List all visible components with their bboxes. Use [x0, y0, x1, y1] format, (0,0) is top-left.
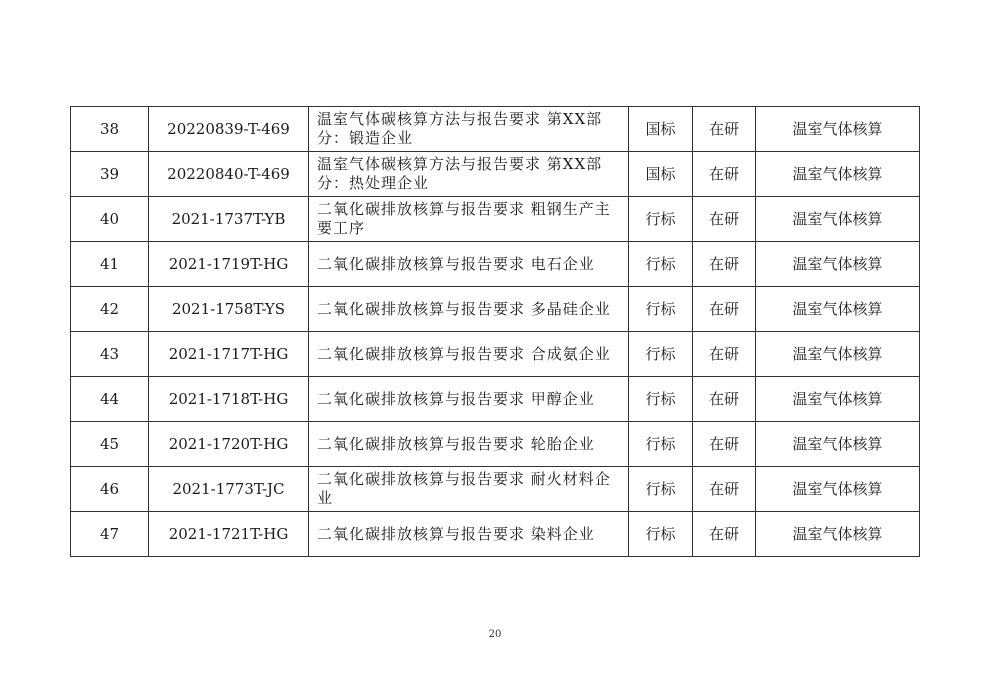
status-cell: 在研: [693, 377, 756, 422]
plan-code-cell: 2021-1718T-HG: [149, 377, 309, 422]
row-number-cell: 46: [71, 467, 149, 512]
plan-code-cell: 20220840-T-469: [149, 152, 309, 197]
row-number-cell: 43: [71, 332, 149, 377]
standard-type-cell: 行标: [629, 332, 693, 377]
row-number-cell: 40: [71, 197, 149, 242]
standard-type-cell: 行标: [629, 422, 693, 467]
row-number-cell: 38: [71, 107, 149, 152]
standard-type-cell: 行标: [629, 467, 693, 512]
standards-table-body: [71, 107, 920, 557]
plan-code-cell: 2021-1737T-YB: [149, 197, 309, 242]
table-row: [71, 152, 920, 197]
plan-code-cell: 2021-1719T-HG: [149, 242, 309, 287]
standard-name-cell: 温室气体碳核算方法与报告要求 第XX部分：热处理企业: [309, 152, 629, 197]
standard-name-cell: 二氧化碳排放核算与报告要求 电石企业: [309, 242, 629, 287]
standards-table: [70, 106, 920, 557]
status-cell: 在研: [693, 107, 756, 152]
standard-type-cell: 国标: [629, 107, 693, 152]
category-cell: 温室气体核算: [756, 332, 920, 377]
standard-type-cell: 行标: [629, 242, 693, 287]
table-row: [71, 377, 920, 422]
status-cell: 在研: [693, 287, 756, 332]
row-number-cell: 45: [71, 422, 149, 467]
plan-code-cell: 20220839-T-469: [149, 107, 309, 152]
plan-code-cell: 2021-1758T-YS: [149, 287, 309, 332]
page-number: 20: [488, 629, 502, 640]
status-cell: 在研: [693, 467, 756, 512]
status-cell: 在研: [693, 422, 756, 467]
category-cell: 温室气体核算: [756, 287, 920, 332]
table-row: [71, 467, 920, 512]
standard-type-cell: 行标: [629, 377, 693, 422]
standard-name-cell: 二氧化碳排放核算与报告要求 合成氨企业: [309, 332, 629, 377]
standard-name-cell: 二氧化碳排放核算与报告要求 粗钢生产主要工序: [309, 197, 629, 242]
row-number-cell: 41: [71, 242, 149, 287]
standard-type-cell: 行标: [629, 197, 693, 242]
category-cell: 温室气体核算: [756, 242, 920, 287]
category-cell: 温室气体核算: [756, 107, 920, 152]
category-cell: 温室气体核算: [756, 467, 920, 512]
plan-code-cell: 2021-1717T-HG: [149, 332, 309, 377]
status-cell: 在研: [693, 197, 756, 242]
plan-code-cell: 2021-1721T-HG: [149, 512, 309, 557]
standard-name-cell: 二氧化碳排放核算与报告要求 多晶硅企业: [309, 287, 629, 332]
category-cell: 温室气体核算: [756, 377, 920, 422]
standard-name-cell: 二氧化碳排放核算与报告要求 耐火材料企业: [309, 467, 629, 512]
status-cell: 在研: [693, 332, 756, 377]
category-cell: 温室气体核算: [756, 422, 920, 467]
row-number-cell: 39: [71, 152, 149, 197]
standard-name-cell: 二氧化碳排放核算与报告要求 甲醇企业: [309, 377, 629, 422]
row-number-cell: 47: [71, 512, 149, 557]
category-cell: 温室气体核算: [756, 152, 920, 197]
category-cell: 温室气体核算: [756, 197, 920, 242]
table-row: [71, 287, 920, 332]
status-cell: 在研: [693, 152, 756, 197]
standard-type-cell: 行标: [629, 287, 693, 332]
row-number-cell: 44: [71, 377, 149, 422]
plan-code-cell: 2021-1773T-JC: [149, 467, 309, 512]
plan-code-cell: 2021-1720T-HG: [149, 422, 309, 467]
table-row: [71, 107, 920, 152]
status-cell: 在研: [693, 512, 756, 557]
status-cell: 在研: [693, 242, 756, 287]
standard-name-cell: 温室气体碳核算方法与报告要求 第XX部分：锻造企业: [309, 107, 629, 152]
table-row: [71, 422, 920, 467]
table-row: [71, 242, 920, 287]
standard-type-cell: 国标: [629, 152, 693, 197]
standard-name-cell: 二氧化碳排放核算与报告要求 染料企业: [309, 512, 629, 557]
standard-type-cell: 行标: [629, 512, 693, 557]
table-row: [71, 332, 920, 377]
table-row: [71, 197, 920, 242]
category-cell: 温室气体核算: [756, 512, 920, 557]
standard-name-cell: 二氧化碳排放核算与报告要求 轮胎企业: [309, 422, 629, 467]
table-row: [71, 512, 920, 557]
row-number-cell: 42: [71, 287, 149, 332]
